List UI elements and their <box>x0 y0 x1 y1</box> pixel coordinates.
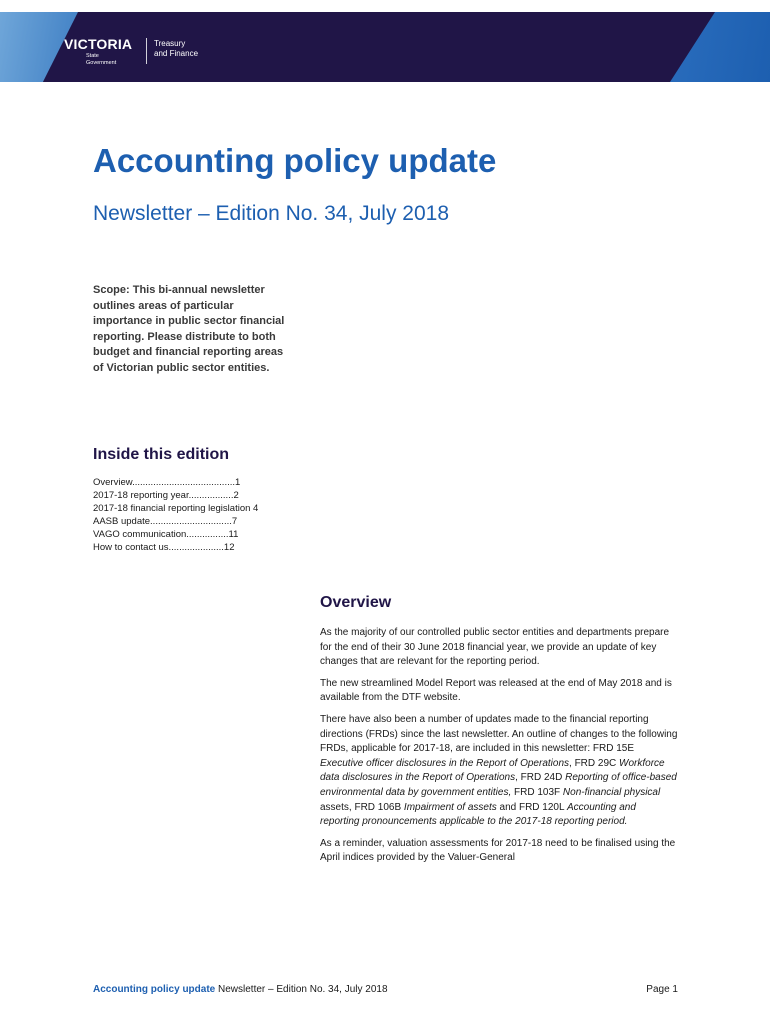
toc-item-aasb-update[interactable]: AASB update...............................7 <box>93 516 238 527</box>
footer-running-title <box>93 984 388 995</box>
p3-text: , FRD 29C <box>569 757 620 769</box>
footer-edition: Newsletter – Edition No. 34, July 2018 <box>215 984 388 995</box>
overview-heading: Overview <box>320 594 392 611</box>
toc-item-legislation[interactable]: 2017-18 financial reporting legislation 4 <box>93 503 259 514</box>
p3-frd-103f-title: Non-financial physical <box>562 786 661 798</box>
p3-frd-29c-title: Workforce data disclosures in the Report of Operations <box>320 757 665 784</box>
banner-right-accent <box>670 12 770 82</box>
toc-item-contact[interactable]: How to contact us.....................12 <box>93 542 235 553</box>
p3-frd-15e-title: Executive officer disclosures in the Report of Operations <box>320 757 570 769</box>
p3-text: There have also been a number of updates made to the financial reporting directions (FRDs) since the last newsletter. An outline of changes to the following FRDs, applicable for 2017-18, are included in this newsletter: FRD 15E <box>320 713 678 755</box>
footer-title: Accounting policy update <box>93 984 216 995</box>
logo-sub-line-2: Government <box>86 59 117 66</box>
toc-item-vago[interactable]: VAGO communication................11 <box>93 529 239 540</box>
logo-wordmark: VICTORIA <box>64 36 133 52</box>
p3-text: assets, FRD 106B <box>320 801 404 813</box>
department-line-2: and Finance <box>154 48 199 58</box>
header-banner <box>0 12 770 82</box>
p3-text: and FRD 120L <box>496 801 567 813</box>
toc-item-reporting-year[interactable]: 2017-18 reporting year.................2 <box>93 490 239 501</box>
overview-paragraph-2: The new streamlined Model Report was released at the end of May 2018 and is available from the DTF website. <box>320 677 672 704</box>
scope-statement: Scope: This bi-annual newsletter outlines areas of particular importance in public sector financial reporting. Please distribute to both budget and financial reporting areas of Victorian public sector entities. <box>93 284 285 374</box>
overview-paragraph-4: As a reminder, valuation assessments for 2017-18 need to be finalised using the April indices provided by the Valuer-General <box>320 837 676 864</box>
toc-heading: Inside this edition <box>93 446 230 463</box>
overview-paragraph-1: As the majority of our controlled public sector entities and departments prepare for the end of their 30 June 2018 financial year, we provide an update of key changes that are relevant for the reporting period. <box>320 627 670 668</box>
p3-frd-24d-title: Reporting of office-based environmental data by government entities, <box>320 772 677 798</box>
document-subtitle: Newsletter – Edition No. 34, July 2018 <box>93 202 450 225</box>
document-title: Accounting policy update <box>93 142 497 179</box>
p3-text: , FRD 24D <box>515 772 566 784</box>
p3-frd-120l-title: Accounting and reporting pronouncements applicable to the 2017-18 reporting period. <box>320 801 636 828</box>
p3-text: FRD 103F <box>511 786 563 798</box>
p3-frd-106b-title: Impairment of assets <box>403 801 497 813</box>
toc-item-overview[interactable]: Overview.......................................1 <box>93 477 241 488</box>
department-line-1: Treasury <box>154 39 186 48</box>
overview-body <box>320 626 678 873</box>
logo-divider <box>146 38 147 64</box>
overview-paragraph-3 <box>320 713 678 830</box>
table-of-contents <box>93 476 258 554</box>
logo-subtext <box>86 53 116 66</box>
page-number: Page 1 <box>646 984 678 995</box>
department-name <box>154 39 198 58</box>
logo-sub-line-1: State <box>86 53 99 59</box>
